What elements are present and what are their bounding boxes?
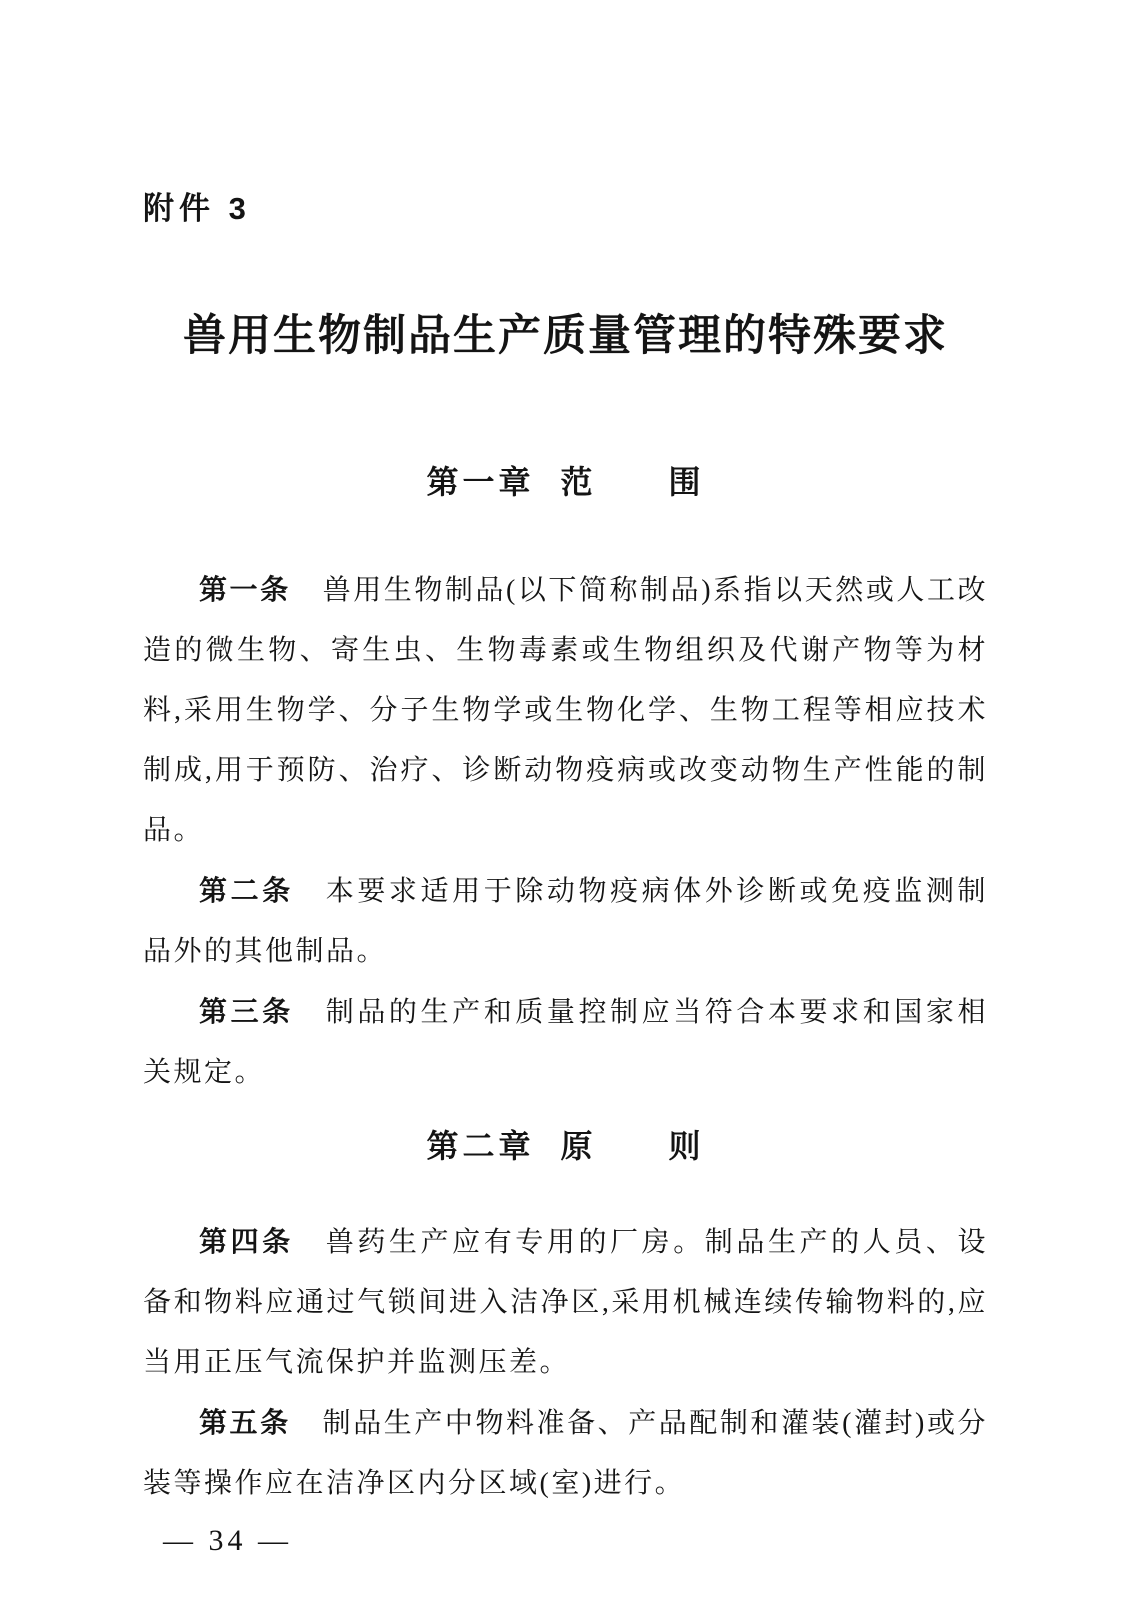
chapter-2-title: 原 则 xyxy=(560,1128,705,1164)
chapter-1-heading xyxy=(143,457,988,503)
article-2-label: 第二条 xyxy=(199,875,294,906)
article-4 xyxy=(143,1212,988,1393)
article-3-label: 第三条 xyxy=(199,996,294,1027)
attachment-label: 附件 3 xyxy=(143,191,251,226)
chapter-2-heading xyxy=(143,1121,988,1167)
chapter-2-number: 第二章 xyxy=(426,1128,535,1164)
article-4-label: 第四条 xyxy=(199,1226,294,1257)
article-1 xyxy=(143,560,988,861)
article-3-text: 制品的生产和质量控制应当符合本要求和国家相关规定。 xyxy=(143,997,988,1088)
article-5-label: 第五条 xyxy=(199,1407,291,1438)
document-title: 兽用生物制品生产质量管理的特殊要求 xyxy=(183,313,948,360)
chapter-1-number: 第一章 xyxy=(426,464,535,500)
page-number: — 34 — xyxy=(163,1524,292,1557)
article-4-text: 兽药生产应有专用的厂房。制品生产的人员、设备和物料应通过气锁间进入洁净区,采用机械连续传输物料的,应当用正压气流保护并监测压差。 xyxy=(143,1227,988,1378)
article-5 xyxy=(143,1393,988,1514)
article-3 xyxy=(143,982,988,1103)
article-1-label: 第一条 xyxy=(199,574,291,605)
chapter-1-title: 范 围 xyxy=(560,464,705,500)
article-2-text: 本要求适用于除动物疫病体外诊断或免疫监测制品外的其他制品。 xyxy=(143,876,988,967)
article-5-text: 制品生产中物料准备、产品配制和灌装(灌封)或分装等操作应在洁净区内分区域(室)进行。 xyxy=(143,1408,988,1499)
article-2 xyxy=(143,861,988,982)
article-1-text: 兽用生物制品(以下简称制品)系指以天然或人工改造的微生物、寄生虫、生物毒素或生物组织及代谢产物等为材料,采用生物学、分子生物学或生物化学、生物工程等相应技术制成,用于预防、治疗、诊断动物疫病或改变动物生产性能的制品。 xyxy=(143,575,988,846)
